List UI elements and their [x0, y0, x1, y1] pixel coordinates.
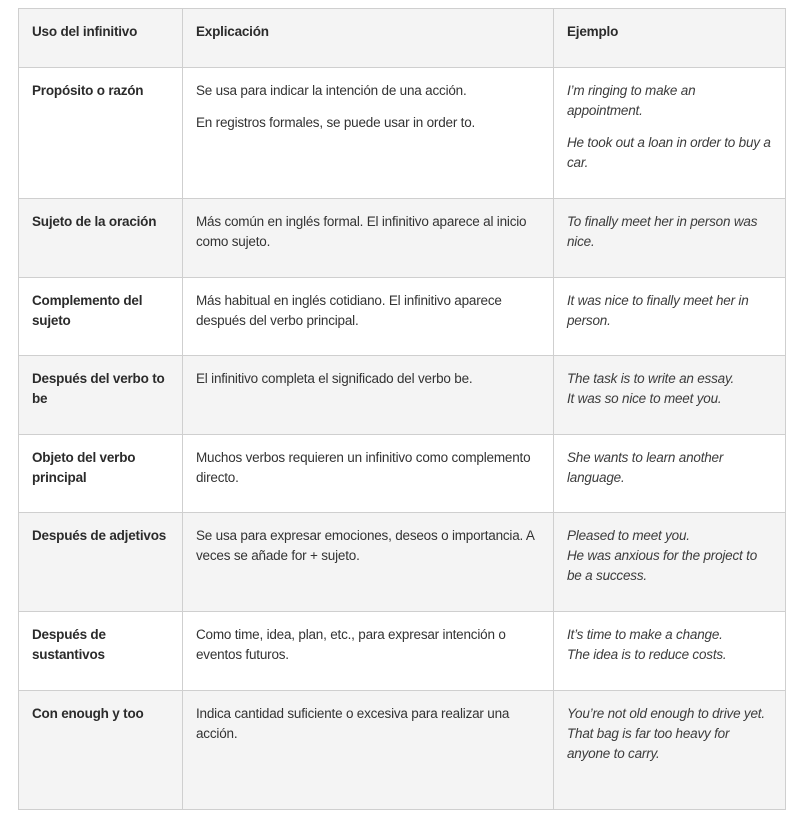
usage-label: Después de adjetivos: [19, 513, 183, 612]
example-text: It’s time to make a change.: [567, 627, 723, 642]
example-text: Pleased to meet you.: [567, 528, 690, 543]
explanation-text: Se usa para indicar la intención de una acción.: [196, 83, 467, 98]
example-text: You’re not old enough to drive yet.: [567, 706, 765, 721]
explanation-cell: [183, 691, 554, 810]
usage-label: Después de sustantivos: [19, 612, 183, 691]
explanation-text: Muchos verbos requieren un infinitivo como complemento directo.: [196, 450, 531, 485]
explanation-cell: [183, 435, 554, 513]
usage-label: Propósito o razón: [19, 68, 183, 199]
explanation-cell: [183, 513, 554, 612]
table-row: [19, 691, 786, 810]
usage-label: Después del verbo to be: [19, 356, 183, 435]
example-text: She wants to learn another language.: [567, 450, 724, 485]
usage-label: Con enough y too: [19, 691, 183, 810]
example-cell: [554, 199, 786, 278]
usage-label: Sujeto de la oración: [19, 199, 183, 278]
example-text: He took out a loan in order to buy a car.: [567, 135, 771, 170]
usage-label: Objeto del verbo principal: [19, 435, 183, 513]
explanation-cell: [183, 68, 554, 199]
example-text: The idea is to reduce costs.: [567, 647, 727, 662]
example-cell: [554, 691, 786, 810]
explanation-text: Se usa para expresar emociones, deseos o importancia. A veces se añade for + sujeto.: [196, 528, 534, 563]
explanation-text: Como time, idea, plan, etc., para expresar intención o eventos futuros.: [196, 627, 506, 662]
table-row: [19, 356, 786, 435]
example-text: To finally meet her in person was nice.: [567, 214, 758, 249]
explanation-text: En registros formales, se puede usar in order to.: [196, 115, 476, 130]
table-header-row: [19, 9, 786, 68]
example-cell: [554, 356, 786, 435]
table-row: [19, 513, 786, 612]
example-cell: [554, 435, 786, 513]
explanation-text: Más habitual en inglés cotidiano. El infinitivo aparece después del verbo principal.: [196, 293, 502, 328]
explanation-cell: [183, 278, 554, 356]
table-row: [19, 199, 786, 278]
example-text: It was nice to finally meet her in person.: [567, 293, 749, 328]
table-row: [19, 435, 786, 513]
explanation-text: Indica cantidad suficiente o excesiva para realizar una acción.: [196, 706, 510, 741]
table-row: [19, 68, 786, 199]
explanation-text: Más común en inglés formal. El infinitivo aparece al inicio como sujeto.: [196, 214, 527, 249]
header-usage: Uso del infinitivo: [19, 9, 183, 68]
example-text: That bag is far too heavy for anyone to carry.: [567, 726, 730, 761]
example-cell: [554, 513, 786, 612]
example-text: I’m ringing to make an appointment.: [567, 83, 696, 118]
example-text: He was anxious for the project to be a success.: [567, 548, 758, 583]
table-row: [19, 278, 786, 356]
explanation-text: El infinitivo completa el significado del verbo be.: [196, 371, 473, 386]
example-text: It was so nice to meet you.: [567, 391, 722, 406]
infinitive-usage-table: [18, 8, 786, 810]
usage-label: Complemento del sujeto: [19, 278, 183, 356]
explanation-cell: [183, 612, 554, 691]
table-row: [19, 612, 786, 691]
example-cell: [554, 278, 786, 356]
explanation-cell: [183, 356, 554, 435]
explanation-cell: [183, 199, 554, 278]
example-cell: [554, 612, 786, 691]
header-example: Ejemplo: [554, 9, 786, 68]
example-cell: [554, 68, 786, 199]
header-explanation: Explicación: [183, 9, 554, 68]
example-text: The task is to write an essay.: [567, 371, 735, 386]
